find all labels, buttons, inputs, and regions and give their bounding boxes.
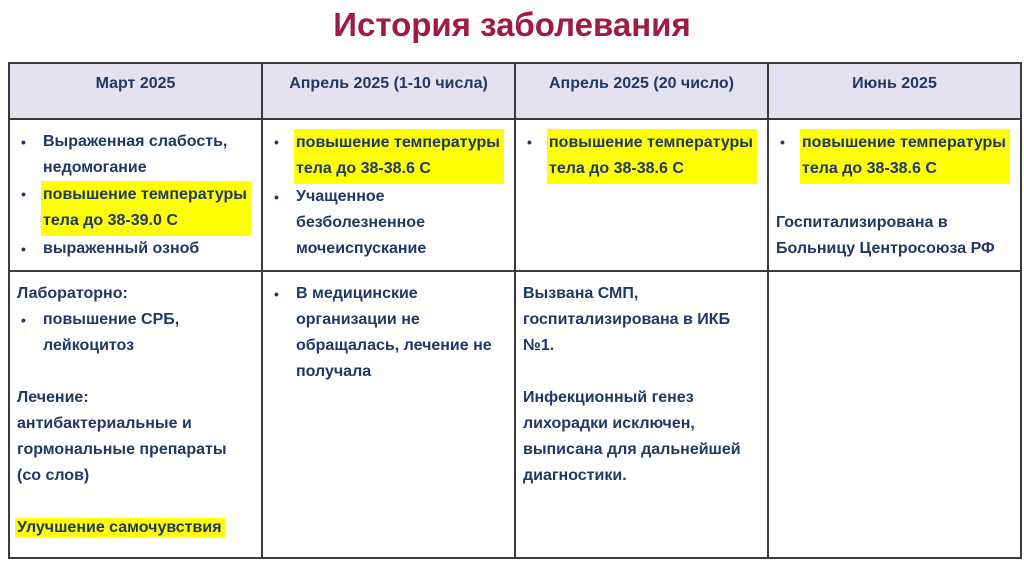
bullet-icon: • (274, 134, 279, 150)
highlighted-text: повышение температуры тела до 38-38.6 С (547, 129, 757, 184)
column-header-april-2025-1-10: Апрель 2025 (1-10 числа) (262, 63, 515, 119)
table-cell (515, 271, 768, 558)
disease-history-table (8, 62, 1022, 559)
bullet-icon: • (21, 241, 26, 257)
paragraph (17, 385, 251, 489)
cell-text: Выраженная слабость, недомогание (43, 133, 228, 176)
bullet-icon: • (21, 186, 26, 202)
bullet-icon: • (21, 134, 26, 150)
highlighted-text: повышение температуры тела до 38-39.0 С (41, 181, 251, 236)
bullet-icon: • (21, 312, 26, 328)
table-cell (262, 271, 515, 558)
cell-text: Инфекционный генез лихорадки исключен, выписана для дальнейшей диагностики. (523, 389, 741, 484)
bullet-list-item (17, 307, 251, 359)
page-title: История заболевания (333, 6, 691, 43)
cell-text: В медицинские организации не обращалась, лечение не получала (296, 285, 492, 380)
bullet-list-item (270, 184, 504, 262)
bullet-list-item (17, 129, 251, 181)
table-cell (768, 271, 1021, 558)
cell-text: Лечение: антибактериальные и гормональные препараты (со слов) (17, 389, 227, 484)
paragraph (17, 281, 251, 307)
bullet-list-item (17, 236, 251, 262)
cell-text: выраженный озноб (43, 240, 200, 257)
cell-text: Госпитализирована в Больницу Центросоюза РФ (776, 214, 995, 257)
paragraph (17, 515, 251, 541)
bullet-icon: • (780, 134, 785, 150)
highlighted-text: повышение температуры тела до 38-38.6 С (800, 129, 1010, 184)
table-cell (9, 271, 262, 558)
cell-text: Учащенное безболезненное мочеиспускание (296, 188, 427, 257)
bullet-list-item (270, 281, 504, 385)
table-row (9, 271, 1021, 558)
history-table-container (8, 62, 1022, 559)
bullet-list-item (17, 181, 251, 236)
cell-text: Лабораторно: (17, 285, 128, 302)
table-row (9, 119, 1021, 271)
table-cell (262, 119, 515, 271)
bullet-list-item (523, 129, 757, 184)
cell-text: повышение СРБ, лейкоцитоз (43, 311, 180, 354)
paragraph (523, 385, 757, 489)
column-header-june-2025: Июнь 2025 (768, 63, 1021, 119)
paragraph (523, 281, 757, 359)
column-header-march-2025: Март 2025 (9, 63, 262, 119)
table-cell (9, 119, 262, 271)
bullet-list-item (270, 129, 504, 184)
table-cell (768, 119, 1021, 271)
highlighted-text: повышение температуры тела до 38-38.6 С (294, 129, 504, 184)
highlighted-text: Улучшение самочувствия (15, 518, 225, 538)
bullet-icon: • (274, 286, 279, 302)
table-cell (515, 119, 768, 271)
cell-text: Вызвана СМП, госпитализирована в ИКБ №1. (523, 285, 731, 354)
paragraph (776, 210, 1010, 262)
bullet-icon: • (527, 134, 532, 150)
header-row (9, 63, 1021, 119)
bullet-icon: • (274, 189, 279, 205)
bullet-list-item (776, 129, 1010, 184)
column-header-april-2025-20: Апрель 2025 (20 число) (515, 63, 768, 119)
